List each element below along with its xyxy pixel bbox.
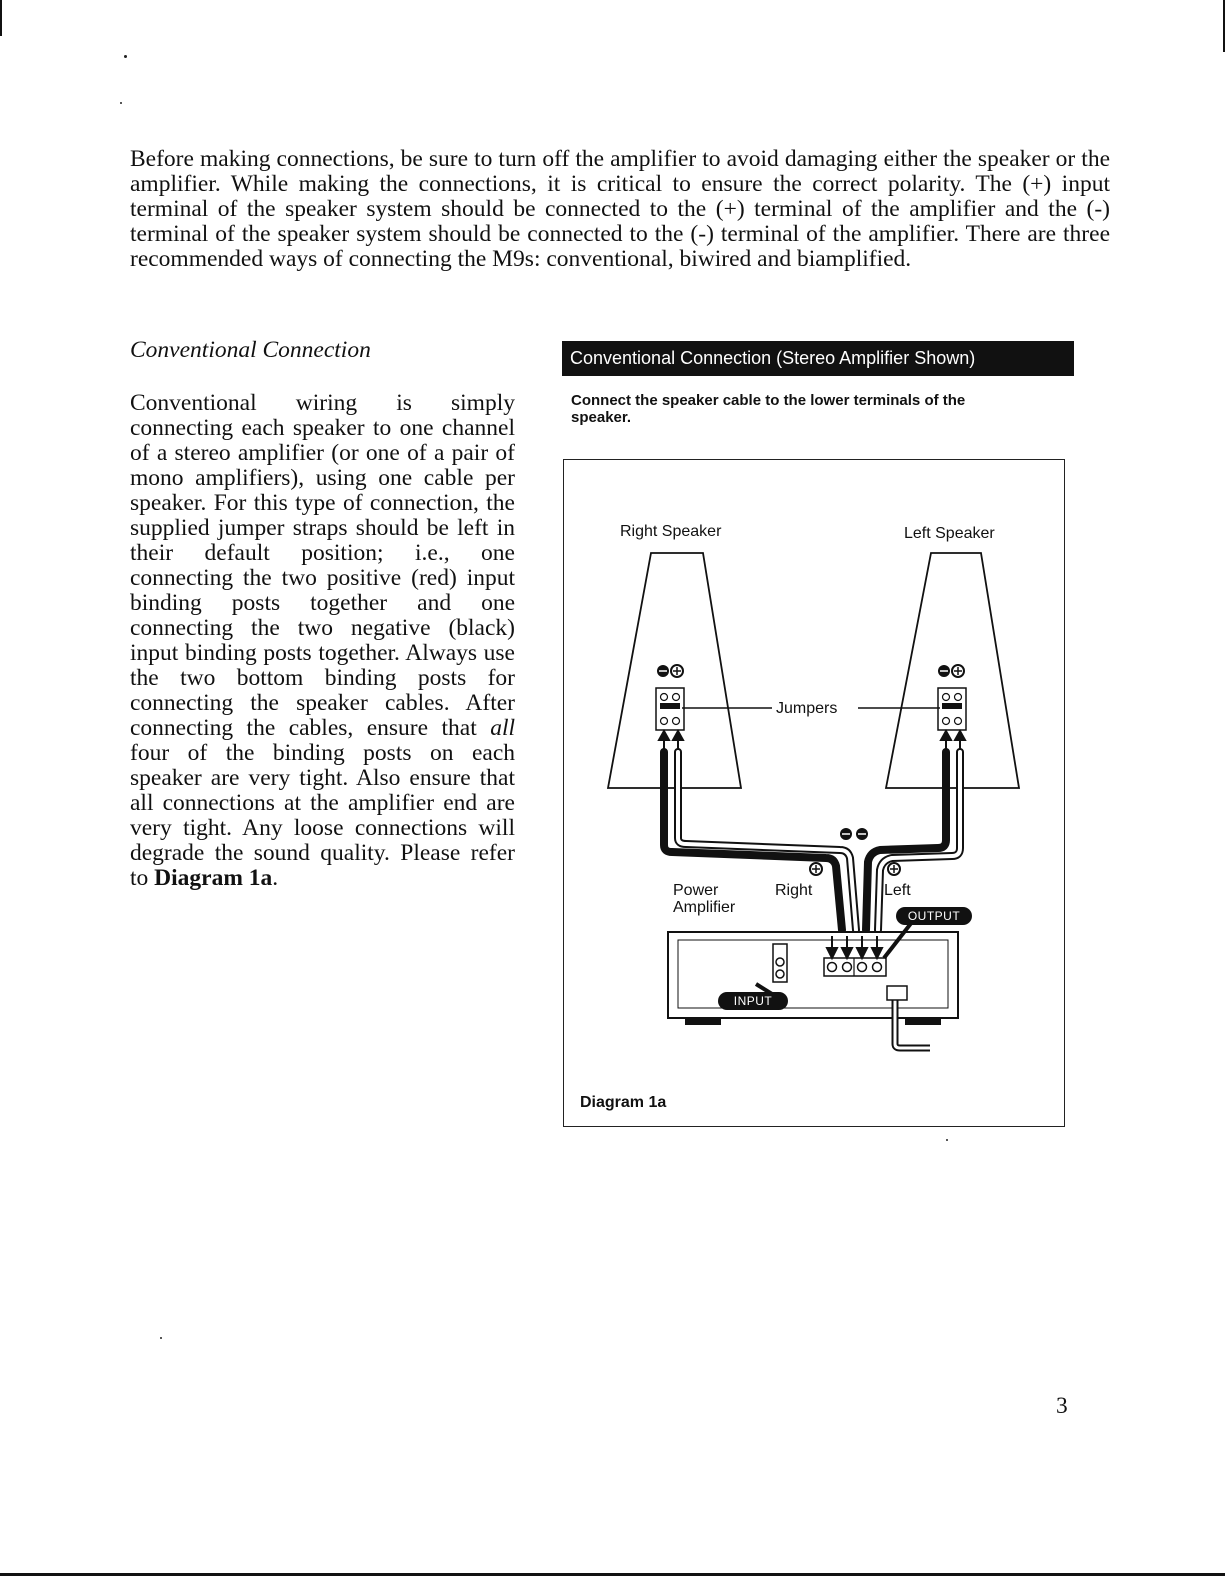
left-speaker-terminal-arrows (941, 731, 965, 750)
right-channel-label: Right (775, 882, 813, 899)
amplifier-minus-icons (840, 828, 868, 840)
diagram-number-label: Diagram 1a (580, 1094, 667, 1111)
figure-title-bar: Conventional Connection (Stereo Amplifier Shown) (562, 341, 1074, 376)
left-speaker-terminal-block (938, 688, 966, 730)
body-emphasis: all (490, 715, 515, 741)
input-badge: INPUT (718, 992, 788, 1010)
right-speaker-polarity-icon (657, 665, 683, 677)
body-text-end: . (272, 865, 279, 891)
left-channel-label: Left (884, 882, 911, 899)
right-plus-icon (810, 863, 822, 875)
power-amplifier-label-line1: Power (673, 882, 719, 899)
left-speaker-polarity-icon (938, 665, 964, 677)
jumpers-label: Jumpers (776, 700, 838, 717)
output-badge: OUTPUT (896, 907, 972, 925)
left-speaker-cable (866, 752, 960, 930)
body-text-part: Conventional wiring is simply connecting each speaker to one channel of a stereo amplifier (or one of a pair of mono amplifiers), using one cable per speaker. For this type of connection, the supplied jumper straps should be left in their default position; i.e., one connecting the two positive (red) input binding posts together and one connecting the two negative (black) input binding posts together. Always use the two bottom binding posts for connecting the speaker cables. After connecting the cables, ensure that (130, 390, 515, 741)
left-plus-icon (888, 863, 900, 875)
power-amplifier (668, 932, 958, 1048)
diagram-reference: Diagram 1a (154, 865, 273, 891)
body-text-part: four of the binding posts on each speaker are very tight. Also ensure that all connections at the amplifier end are very tight. Any loose connections will degrade the sound quality. Please refer to (130, 740, 515, 891)
right-speaker-label: Right Speaker (620, 523, 722, 540)
section-heading: Conventional Connection (130, 337, 371, 363)
intro-paragraph: Before making connections, be sure to turn off the amplifier to avoid damaging either the speaker or the amplifier. While making the connections, it is critical to ensure the correct polarity. The (+) input terminal of the speaker system should be connected to the (+) terminal of the amplifier and the (-) terminal of the speaker system should be connected to the (-) terminal of the amplifier. There are three recommended ways of connecting the M9s: conventional, biwired and biamplified. (130, 146, 1110, 272)
figure-caption: Connect the speaker cable to the lower terminals of the speaker. (571, 392, 966, 426)
left-speaker-label: Left Speaker (904, 525, 995, 542)
right-speaker-terminal-arrows (659, 731, 683, 750)
page-number: 3 (1056, 1393, 1068, 1419)
right-speaker-terminal-block (656, 688, 684, 730)
power-amplifier-label-line2: Amplifier (673, 899, 736, 916)
